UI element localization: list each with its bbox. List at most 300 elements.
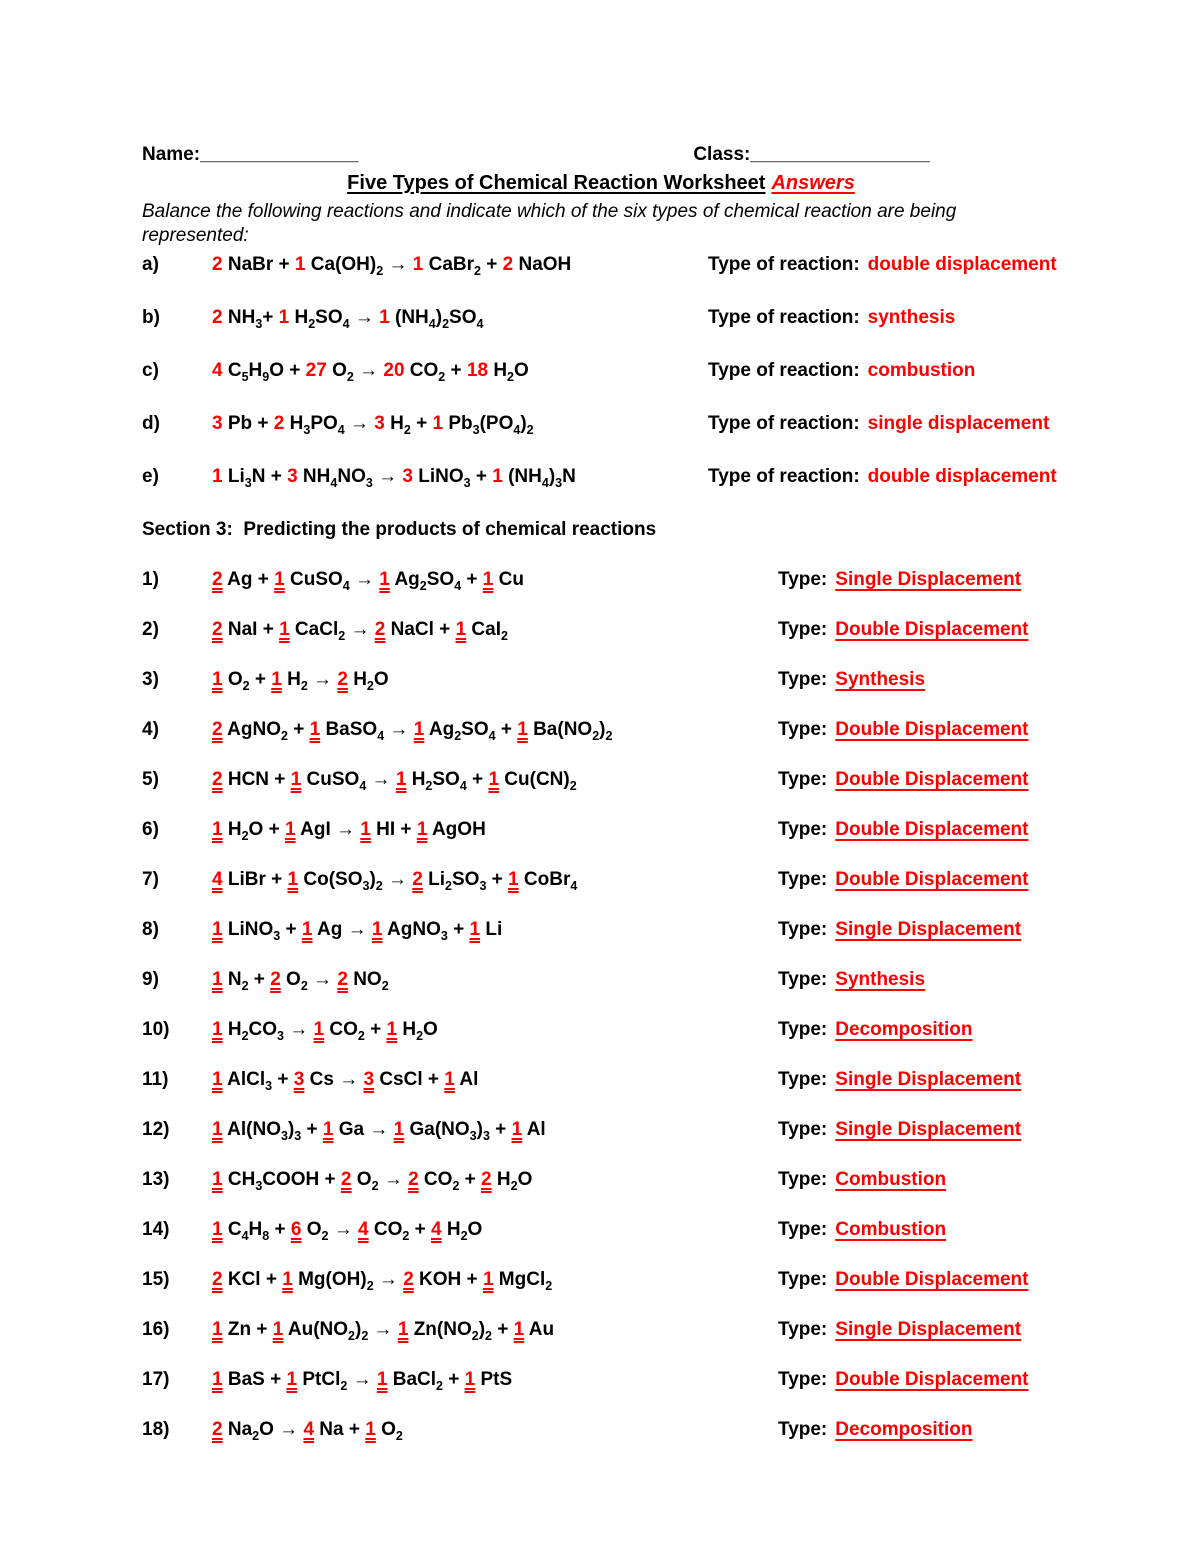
subscript: 3 [440, 928, 448, 943]
coefficient: 1 [413, 719, 425, 740]
type-answer: Double Displacement [835, 619, 1029, 640]
subscript: 4 [342, 316, 350, 331]
type-block [778, 1120, 1060, 1140]
coefficient: 3 [402, 466, 413, 487]
type-block [708, 361, 1060, 381]
coefficient: 27 [305, 360, 327, 381]
item-label: 14) [142, 1219, 170, 1240]
coefficient: 4 [431, 1219, 442, 1240]
chemical-equation: 1 LiNO$_3$ + 1 Ag → 1 AgNO$_3$ + 1 Li [212, 919, 503, 943]
subscript: 3 [482, 1128, 490, 1143]
coefficient: 1 [416, 819, 428, 840]
type-answer: Single Displacement [835, 1119, 1022, 1140]
coefficient: 4 [303, 1419, 315, 1440]
coefficient: 1 [395, 769, 407, 790]
name-blank-line: _______________ [200, 144, 359, 165]
coefficient: 1 [287, 869, 299, 890]
type-block [708, 308, 1060, 328]
type-answer: Double Displacement [835, 869, 1029, 890]
coefficient: 1 [274, 569, 285, 590]
name-label: Name: [142, 144, 201, 165]
chemical-equation: 1 $H_2O + 1$ AgI → 1 HI + 1 AgOH [212, 819, 486, 843]
reaction-row [142, 360, 1060, 384]
type-block [778, 620, 1060, 640]
coefficient: 2 [412, 869, 423, 890]
numbered-reaction-list [142, 569, 1060, 1443]
subscript: 2 [346, 369, 354, 384]
chemical-equation: 1 $O_2 + 1$ $H_2 \to 2$ $H_2O$ [212, 669, 389, 693]
subscript: 2 [403, 422, 411, 437]
subscript: 3 [365, 475, 373, 490]
subscript: 2 [438, 369, 446, 384]
type-block [778, 1370, 1060, 1390]
coefficient: 1 [455, 619, 467, 640]
chemical-equation: 2 Ag + 1 CuSO$_4$ → 1 $Ag_2SO_4 + 1$ Cu [212, 569, 524, 593]
type-label: Type: [778, 769, 828, 790]
reaction-row [142, 307, 1060, 331]
coefficient: 2 [212, 769, 223, 790]
item-label: 5) [142, 769, 159, 790]
coefficient: 1 [488, 769, 500, 790]
type-answer: Double Displacement [835, 769, 1029, 790]
coefficient: 6 [290, 1219, 302, 1240]
type-block [778, 1270, 1060, 1290]
coefficient: 2 [212, 1269, 223, 1290]
type-block [708, 255, 1060, 275]
coefficient: 1 [212, 1019, 223, 1040]
type-block [778, 970, 1060, 990]
subscript: 2 [592, 728, 600, 743]
coefficient: 1 [212, 669, 223, 690]
class-field [693, 145, 930, 165]
coefficient: 2 [212, 619, 223, 640]
reaction-row [142, 466, 1060, 490]
subscript: 2 [321, 1228, 329, 1243]
chemical-equation: 2 HCN + 1 CuSO$_4$ → 1 $H_2SO_4 + 1$ $Cu(CN)_2$ [212, 769, 577, 793]
subscript: 2 [442, 316, 450, 331]
coefficient: 2 [212, 719, 223, 740]
reaction-row [142, 1119, 1060, 1143]
subscript: 3 [472, 422, 480, 437]
subscript: 3 [362, 878, 370, 893]
coefficient: 1 [482, 569, 494, 590]
subscript: 2 [340, 1378, 348, 1393]
coefficient: 2 [212, 254, 223, 275]
item-label: d) [142, 413, 160, 434]
chemical-equation: 2 $Na_2O \to 4$ Na + 1 $O_2$ [212, 1419, 403, 1443]
type-block [778, 870, 1060, 890]
type-answer: synthesis [867, 307, 956, 328]
type-answer: Double Displacement [835, 1369, 1029, 1390]
item-label: a) [142, 254, 159, 275]
chemical-equation: 1 $H_2CO_3 \to 1$ $CO_2 + 1$ $H_2O$ [212, 1019, 438, 1043]
item-label: 8) [142, 919, 159, 940]
subscript: 2 [510, 1178, 518, 1193]
subscript: 2 [569, 778, 577, 793]
type-label: Type of reaction: [708, 254, 860, 275]
subscript: 3 [469, 1128, 477, 1143]
subscript: 2 [507, 369, 514, 384]
type-label: Type of reaction: [708, 466, 860, 487]
type-answer: double displacement [867, 254, 1057, 275]
coefficient: 1 [464, 1369, 476, 1390]
type-answer: Synthesis [835, 669, 926, 690]
type-label: Type: [778, 1019, 828, 1040]
subscript: 2 [402, 1228, 410, 1243]
subscript: 3 [294, 1128, 302, 1143]
subscript: 3 [303, 422, 311, 437]
type-block [778, 1420, 1060, 1440]
intro-line-1: Balance the following reactions and indicate which of the six types of chemical reaction are being [142, 201, 957, 222]
type-label: Type: [778, 1319, 828, 1340]
subscript: 3 [265, 1078, 273, 1093]
coefficient: 1 [271, 669, 282, 690]
type-label: Type: [778, 1219, 828, 1240]
coefficient: 1 [379, 307, 390, 328]
subscript: 2 [280, 728, 288, 743]
subscript: 3 [255, 316, 263, 331]
type-answer: Single Displacement [835, 919, 1022, 940]
subscript: 2 [366, 1278, 374, 1293]
coefficient: 2 [212, 569, 223, 590]
coefficient: 1 [212, 1169, 223, 1190]
subscript: 2 [445, 878, 452, 893]
reaction-row [142, 1269, 1060, 1293]
type-label: Type: [778, 1169, 828, 1190]
type-label: Type: [778, 619, 828, 640]
subscript: 4 [476, 316, 484, 331]
intro-line-2: represented: [142, 225, 249, 246]
chemical-equation: 1 $N_2 + 2$ $O_2 \to 2$ $NO_2$ [212, 969, 389, 993]
item-label: 4) [142, 719, 159, 740]
coefficient: 1 [513, 1319, 525, 1340]
subscript: 2 [454, 728, 462, 743]
coefficient: 18 [466, 360, 489, 381]
subscript: 3 [555, 475, 563, 490]
subscript: 3 [244, 475, 252, 490]
reaction-row [142, 413, 1060, 437]
coefficient: 1 [393, 1119, 405, 1140]
coefficient: 4 [212, 869, 223, 890]
type-answer: double displacement [867, 466, 1057, 487]
coefficient: 3 [363, 1069, 375, 1090]
type-answer: Double Displacement [835, 1269, 1029, 1290]
coefficient: 1 [365, 1419, 376, 1440]
coefficient: 1 [482, 1269, 494, 1290]
chemical-equation: 1 AlCl$_3$ + 3 Cs → 3 CsCl + 1 Al [212, 1069, 479, 1093]
class-blank-line: _________________ [750, 144, 930, 165]
item-label: 16) [142, 1319, 170, 1340]
item-label: 18) [142, 1419, 170, 1440]
chemical-equation: 4 LiBr + 1 $Co(SO_3)_2 \to 2$ $Li_2SO_3 + 1$ CoBr$_4$ [212, 869, 578, 893]
type-block [778, 1220, 1060, 1240]
type-label: Type: [778, 869, 828, 890]
subscript: 2 [545, 1278, 553, 1293]
item-label: 3) [142, 669, 159, 690]
coefficient: 1 [212, 1219, 223, 1240]
subscript: 2 [366, 678, 374, 693]
reaction-row [142, 769, 1060, 793]
chemical-equation: 1 Zn + 1 $Au(NO_2)_2 \to 1$ $Zn(NO_2)_2 + 1$ Au [212, 1319, 555, 1343]
subscript: 8 [262, 1228, 270, 1243]
chemical-equation: 1 BaS + 1 PtCl$_2$ → 1 BaCl$_2$ + 1 PtS [212, 1369, 513, 1393]
coefficient: 2 [502, 254, 514, 275]
subscript: 2 [241, 978, 249, 993]
subscript: 2 [416, 1028, 424, 1043]
chemical-equation: 2 $NH_3+ 1$ $H_2SO_4 \to 1$ $(NH_4)_2SO_4$ [212, 307, 484, 331]
coefficient: 1 [290, 769, 302, 790]
type-answer: Synthesis [835, 969, 926, 990]
coefficient: 1 [492, 466, 503, 487]
subscript: 2 [419, 578, 427, 593]
coefficient: 2 [273, 413, 285, 434]
type-label: Type: [778, 1369, 828, 1390]
type-block [778, 720, 1060, 740]
item-label: 13) [142, 1169, 170, 1190]
type-label: Type: [778, 969, 828, 990]
item-label: 12) [142, 1119, 170, 1140]
coefficient: 1 [412, 254, 424, 275]
subscript: 2 [460, 1228, 468, 1243]
coefficient: 1 [360, 819, 371, 840]
subscript: 4 [541, 475, 549, 490]
reaction-row [142, 1419, 1060, 1443]
subscript: 4 [342, 578, 350, 593]
reaction-row [142, 569, 1060, 593]
subscript: 4 [488, 728, 496, 743]
reaction-row [142, 819, 1060, 843]
item-label: c) [142, 360, 159, 381]
coefficient: 3 [374, 413, 385, 434]
chemical-equation: 2 AgNO$_2$ + 1 BaSO$_4$ → 1 $Ag_2SO_4 + 1$ $Ba(NO_2)_2$ [212, 719, 613, 743]
subscript: 2 [605, 728, 613, 743]
item-label: b) [142, 307, 160, 328]
subscript: 2 [452, 1178, 460, 1193]
chemical-equation: 2 NaI + 1 CaCl$_2$ → 2 NaCl + 1 CaI$_2$ [212, 619, 508, 643]
type-answer: Double Displacement [835, 719, 1029, 740]
type-label: Type of reaction: [708, 307, 860, 328]
coefficient: 1 [212, 969, 223, 990]
coefficient: 1 [212, 919, 223, 940]
chemical-equation: 2 KCl + 1 $Mg(OH)_2 \to 2$ KOH + 1 MgCl$_2$ [212, 1269, 553, 1293]
coefficient: 1 [301, 919, 313, 940]
page-title [142, 171, 1060, 195]
subscript: 4 [513, 422, 521, 437]
coefficient: 1 [294, 254, 306, 275]
coefficient: 1 [376, 1369, 388, 1390]
subscript: 2 [338, 628, 346, 643]
reaction-row [142, 254, 1060, 278]
subscript: 2 [526, 422, 534, 437]
subscript: 2 [474, 263, 481, 278]
subscript: 2 [361, 1328, 369, 1343]
item-label: 11) [142, 1069, 169, 1090]
item-label: 6) [142, 819, 159, 840]
subscript: 4 [428, 316, 436, 331]
reaction-row [142, 1319, 1060, 1343]
type-block [778, 1020, 1060, 1040]
coefficient: 2 [212, 307, 223, 328]
class-label: Class: [693, 144, 751, 165]
type-block [708, 414, 1060, 434]
coefficient: 1 [517, 719, 528, 740]
chemical-equation: 2 NaBr + 1 $Ca(OH)_2 \to 1$ CaBr$_2$ + 2 NaOH [212, 254, 572, 278]
item-label: 17) [142, 1369, 170, 1390]
lettered-reaction-list [142, 254, 1060, 490]
type-answer: Single Displacement [835, 1319, 1022, 1340]
page-title-answers: Answers [771, 172, 855, 194]
subscript: 2 [252, 1428, 260, 1443]
coefficient: 1 [272, 1319, 284, 1340]
subscript: 3 [255, 1178, 263, 1193]
coefficient: 2 [337, 969, 348, 990]
reaction-row [142, 1169, 1060, 1193]
chemical-equation: 4 $C_5H_9O + 27$ $O_2 \to 20$ $CO_2 + 18$ $H_2O$ [212, 360, 529, 384]
coefficient: 1 [284, 819, 296, 840]
item-label: e) [142, 466, 159, 487]
type-label: Type: [778, 569, 828, 590]
subscript: 9 [262, 369, 270, 384]
reaction-row [142, 1019, 1060, 1043]
coefficient: 2 [340, 1169, 352, 1190]
subscript: 2 [471, 1328, 479, 1343]
subscript: 4 [570, 878, 578, 893]
section3-heading: Section 3: Predicting the products of chemical reactions [142, 519, 657, 540]
subscript: 5 [241, 369, 249, 384]
name-field [142, 145, 359, 165]
coefficient: 1 [469, 919, 481, 940]
coefficient: 1 [212, 1369, 223, 1390]
coefficient: 20 [383, 360, 405, 381]
subscript: 2 [300, 678, 308, 693]
coefficient: 2 [481, 1169, 492, 1190]
reaction-row [142, 1069, 1060, 1093]
subscript: 2 [241, 828, 249, 843]
subscript: 2 [308, 316, 316, 331]
coefficient: 3 [287, 466, 298, 487]
subscript: 2 [357, 1028, 365, 1043]
subscript: 3 [280, 1128, 288, 1143]
coefficient: 2 [337, 669, 348, 690]
type-block [778, 570, 1060, 590]
coefficient: 1 [508, 869, 519, 890]
subscript: 3 [463, 475, 471, 490]
coefficient: 1 [313, 1019, 325, 1040]
type-block [778, 1320, 1060, 1340]
type-block [778, 1070, 1060, 1090]
type-label: Type: [778, 1119, 828, 1140]
reaction-row [142, 969, 1060, 993]
type-answer: Single Displacement [835, 1069, 1022, 1090]
type-label: Type: [778, 1069, 828, 1090]
subscript: 2 [485, 1328, 492, 1343]
coefficient: 2 [408, 1169, 419, 1190]
type-answer: single displacement [867, 413, 1050, 434]
item-label: 10) [142, 1019, 170, 1040]
coefficient: 3 [293, 1069, 305, 1090]
type-label: Type: [778, 919, 828, 940]
coefficient: 1 [279, 619, 290, 640]
type-label: Type: [778, 1419, 828, 1440]
item-label: 9) [142, 969, 159, 990]
type-answer: Single Displacement [835, 569, 1022, 590]
subscript: 2 [300, 978, 308, 993]
subscript: 3 [479, 878, 487, 893]
subscript: 4 [330, 475, 338, 490]
coefficient: 2 [374, 619, 386, 640]
coefficient: 1 [212, 1069, 223, 1090]
subscript: 4 [454, 578, 462, 593]
type-answer: combustion [867, 360, 976, 381]
coefficient: 1 [386, 1019, 398, 1040]
chemical-equation: 1 $CH_3COOH + 2$ $O_2 \to 2$ $CO_2 + 2$ $H_2O$ [212, 1169, 533, 1193]
type-answer: Double Displacement [835, 819, 1029, 840]
item-label: 2) [142, 619, 159, 640]
type-label: Type: [778, 1269, 828, 1290]
coefficient: 1 [309, 719, 321, 740]
subscript: 4 [359, 778, 367, 793]
coefficient: 1 [212, 819, 223, 840]
coefficient: 2 [212, 1419, 223, 1440]
subscript: 2 [241, 1028, 249, 1043]
subscript: 2 [425, 778, 433, 793]
type-block [778, 670, 1060, 690]
type-answer: Decomposition [835, 1419, 973, 1440]
coefficient: 1 [432, 413, 444, 434]
chemical-equation: 1 $C_4H_8 + 6$ $O_2 \to 4$ $CO_2 + 4$ $H_2O$ [212, 1219, 483, 1243]
item-label: 1) [142, 569, 159, 590]
item-label: 15) [142, 1269, 170, 1290]
reaction-row [142, 669, 1060, 693]
subscript: 2 [501, 628, 508, 643]
subscript: 2 [376, 263, 384, 278]
coefficient: 1 [379, 569, 390, 590]
subscript: 3 [277, 1028, 284, 1043]
intro-text [142, 200, 1060, 248]
coefficient: 1 [397, 1319, 409, 1340]
subscript: 3 [273, 928, 281, 943]
type-label: Type: [778, 669, 828, 690]
type-block [708, 467, 1060, 487]
coefficient: 1 [286, 1369, 298, 1390]
coefficient: 1 [322, 1119, 334, 1140]
coefficient: 1 [282, 1269, 293, 1290]
subscript: 4 [459, 778, 467, 793]
coefficient: 2 [403, 1269, 414, 1290]
coefficient: 1 [212, 466, 223, 487]
subscript: 2 [242, 678, 250, 693]
coefficient: 1 [212, 1119, 223, 1140]
type-label: Type: [778, 819, 828, 840]
reaction-row [142, 719, 1060, 743]
subscript: 2 [371, 1178, 379, 1193]
subscript: 4 [377, 728, 385, 743]
type-label: Type: [778, 719, 828, 740]
page-title-main: Five Types of Chemical Reaction Worksheet [347, 172, 766, 194]
chemical-equation: 1 $Al(NO_3)_3 + 1$ Ga → 1 $Ga(NO_3)_3 + 1$ Al [212, 1119, 546, 1143]
coefficient: 1 [371, 919, 383, 940]
type-label: Type of reaction: [708, 413, 860, 434]
type-block [778, 1170, 1060, 1190]
subscript: 2 [375, 878, 383, 893]
type-answer: Decomposition [835, 1019, 973, 1040]
coefficient: 1 [278, 307, 290, 328]
reaction-row [142, 619, 1060, 643]
item-label: 7) [142, 869, 159, 890]
coefficient: 1 [212, 1319, 223, 1340]
type-block [778, 770, 1060, 790]
reaction-row [142, 1219, 1060, 1243]
